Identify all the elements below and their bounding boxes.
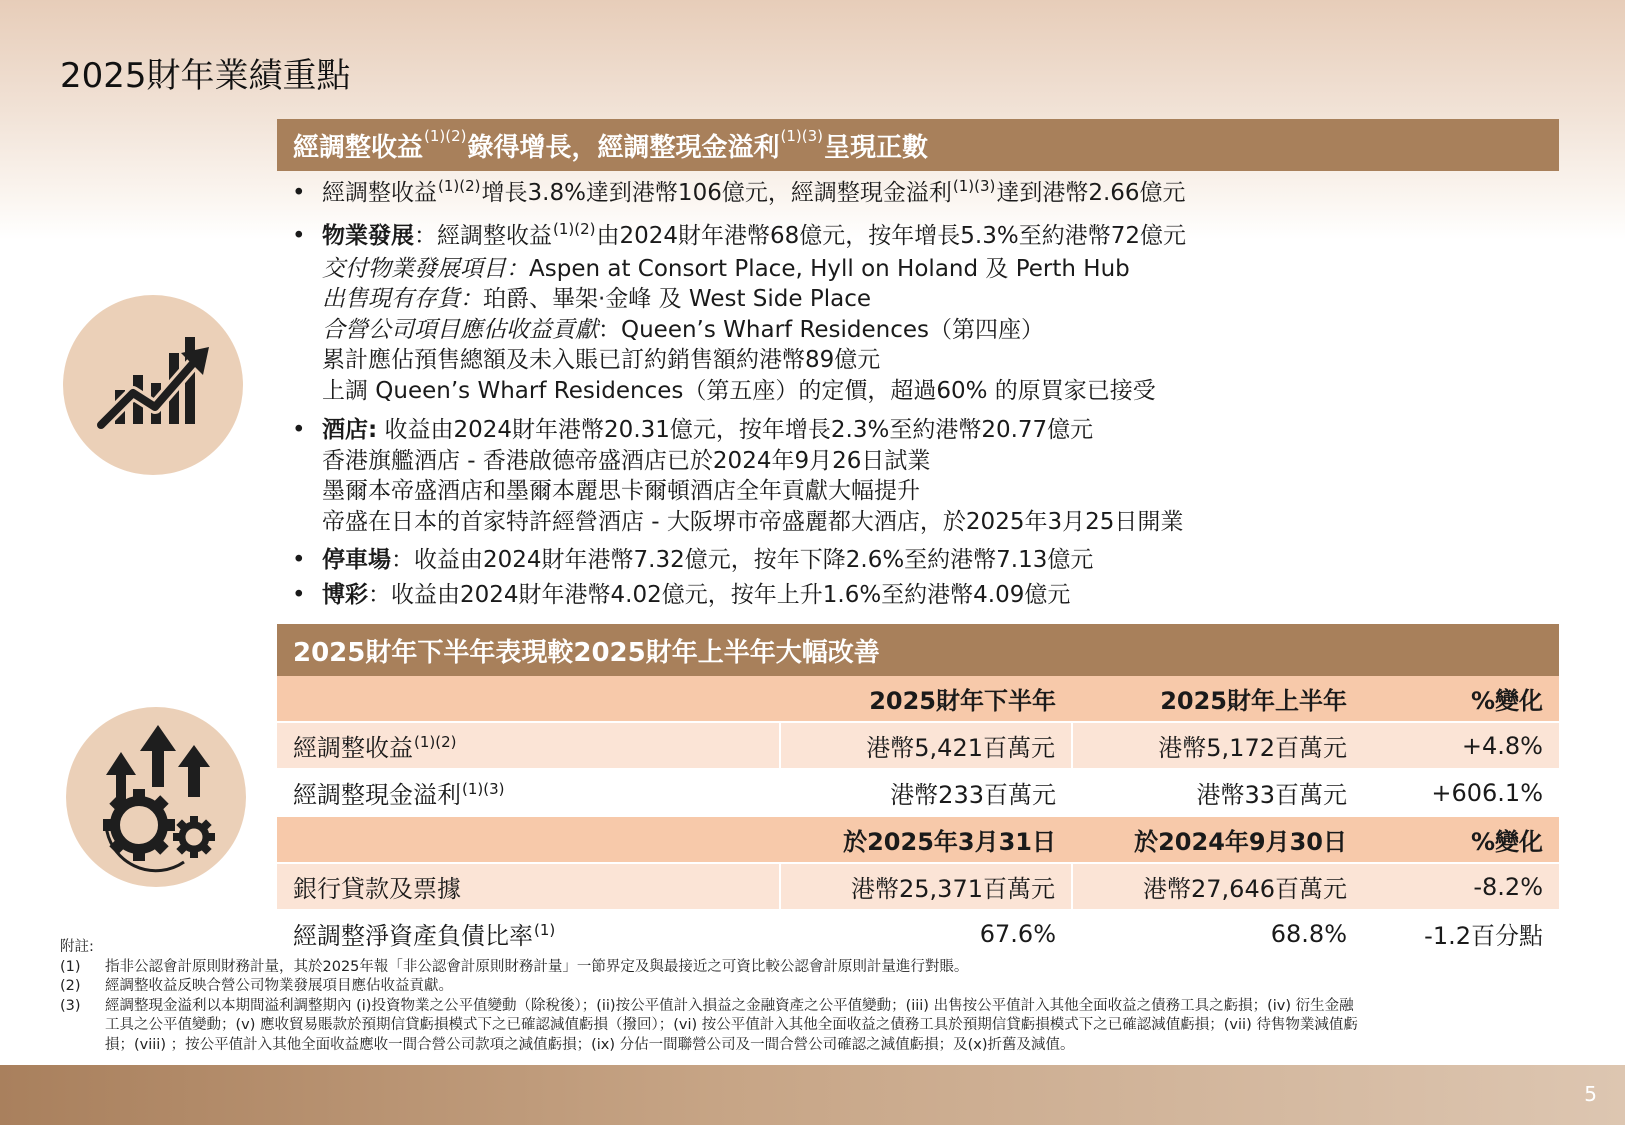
footnotes-heading: 附註: (60, 939, 94, 955)
bullet-dot: • (292, 223, 306, 249)
text: Aspen at Consort Place, Hyll on Holand 及 Perth Hub (529, 255, 1130, 282)
footnote-line: 工具之公平值變動；(v) 應收貿易賬款於預期信貸虧損模式下之已確認減值虧損（撥回）；(vi) 按公平值計入其他全面收益之債務工具於預期信貸虧損模式下之已確認減值虧損；(vii) 待售物業減值虧 (105, 1017, 1358, 1033)
footnote-text: 指非公認會計原則財務計量，其於2025年報「非公認會計原則財務計量」一節界定及與最接近之可資比較公認會計原則計量進行對賬。 (105, 958, 969, 975)
table-cell: 67.6% (780, 910, 1072, 957)
table-cell: 港幣25,371百萬元 (780, 863, 1072, 910)
footnote-number: (2) (60, 978, 81, 994)
footer-bar (0, 1065, 1625, 1125)
footnote-ref: (1)(2) (424, 127, 467, 145)
footnote-item (60, 997, 1560, 1056)
label-text: 經調整現金溢利 (293, 781, 461, 809)
gears-arrows-icon (66, 707, 246, 887)
footnote-item (60, 977, 1560, 997)
growth-chart-icon (63, 295, 243, 475)
table-header-cell: %變化 (1363, 676, 1559, 722)
table-header-cell: %變化 (1363, 816, 1559, 863)
table-cell: +4.8% (1363, 722, 1559, 769)
table-header-cell: 2025財年上半年 (1072, 676, 1363, 722)
bullet-gaming (292, 580, 1542, 611)
row-label (277, 769, 780, 816)
banner-text: 經調整收益 (293, 132, 424, 163)
footnote-ref: (1)(2) (438, 177, 481, 195)
table-cell: 港幣33百萬元 (1072, 769, 1363, 816)
table-cell: -1.2百分點 (1363, 910, 1559, 957)
text: 增長3.8%達到港幣106億元，經調整現金溢利 (481, 180, 952, 206)
footnote-ref: (1)(2) (553, 220, 596, 238)
footnote-item (60, 958, 1560, 978)
bullet-heading: 物業發展 (322, 223, 414, 249)
table-row (277, 863, 1559, 910)
text: 香港旗艦酒店 - 香港啟德帝盛酒店已於2024年9月26日試業 (322, 447, 931, 474)
banner-text: 2025財年下半年表現較2025財年上半年大幅改善 (293, 637, 880, 668)
text: 帝盛在日本的首家特許經營酒店 - 大阪堺市帝盛麗都大酒店，於2025年3月25日開業 (322, 508, 1184, 535)
footnote-number: (1) (60, 958, 81, 975)
table-cell: 港幣233百萬元 (780, 769, 1072, 816)
table-row (277, 722, 1559, 769)
footnote-text (105, 997, 1560, 1056)
banner-text: 錄得增長，經調整現金溢利 (467, 132, 780, 163)
text: 上調 Queen’s Wharf Residences（第五座）的定價，超過60% 的原買家已接受 (322, 377, 1156, 404)
text: 珀爵、畢架·金峰 及 West Side Place (483, 286, 871, 312)
table-row (277, 769, 1559, 816)
bullet-heading: 停車場 (322, 547, 391, 573)
bullet-dot: • (292, 417, 306, 443)
section-banner-improvement (277, 624, 1559, 676)
text: ：收益由2024財年港幣4.02億元，按年上升1.6%至約港幣4.09億元 (368, 582, 1071, 608)
table-cell: 68.8% (1072, 910, 1363, 957)
bullet-summary (292, 178, 1542, 211)
bullet-property-development (292, 221, 1542, 406)
table-cell: +606.1% (1363, 769, 1559, 816)
text: 達到港幣2.66億元 (996, 180, 1186, 206)
performance-table (277, 676, 1559, 958)
label-text: 經調整淨資產負債比率 (293, 922, 533, 950)
footnote-ref: (1)(2) (414, 733, 457, 751)
table-header-row (277, 816, 1559, 863)
banner-text: 呈現正數 (824, 132, 929, 163)
footnote-ref: (1) (534, 921, 556, 939)
table-header-cell: 2025財年下半年 (780, 676, 1072, 722)
text: ：Queen’s Wharf Residences（第四座） (598, 316, 1045, 343)
footnote-ref: (1)(3) (780, 127, 824, 145)
table-cell: -8.2% (1363, 863, 1559, 910)
italic-label: 合營公司項目應佔收益貢獻 (322, 316, 598, 343)
text: 收益由2024財年港幣20.31億元，按年增長2.3%至約港幣20.77億元 (377, 417, 1094, 443)
footnote-ref: (1)(3) (462, 780, 505, 798)
italic-label: 出售現有存貨： (322, 286, 483, 312)
footnotes (60, 938, 1560, 1055)
footnote-line: 經調整現金溢利以本期間溢利調整期內 (i)投資物業之公平值變動（除稅後）；(ii)按公平值計入損益之金融資產之公平值變動；(iii) 出售按公平值計入其他全面收益之債務工具之虧損；(iv) 衍生金融 (105, 997, 1354, 1014)
page-title: 2025財年業績重點 (60, 56, 351, 96)
section-banner-growth (277, 119, 1559, 171)
footnote-text: 經調整收益反映合營公司物業發展項目應佔收益貢獻。 (105, 978, 453, 994)
table-header-cell (277, 816, 780, 863)
bullet-car-park (292, 545, 1542, 576)
footnote-number: (3) (60, 997, 81, 1014)
page-number: 5 (1584, 1082, 1597, 1106)
table-cell: 港幣5,421百萬元 (780, 722, 1072, 769)
footnote-ref: (1)(3) (952, 177, 996, 195)
bullet-dot: • (292, 547, 306, 573)
table-header-cell: 於2025年3月31日 (780, 816, 1072, 863)
bullet-hotel (292, 415, 1542, 537)
text: 由2024財年港幣68億元，按年增長5.3%至約港幣72億元 (596, 223, 1186, 249)
text: 累計應佔預售總額及未入賬已訂約銷售額約港幣89億元 (322, 347, 881, 373)
table-cell: 港幣27,646百萬元 (1072, 863, 1363, 910)
row-label: 銀行貸款及票據 (277, 863, 780, 910)
label-text: 經調整收益 (293, 734, 413, 762)
bullet-dot: • (292, 180, 306, 206)
footnote-line: 損；(viii) ；按公平值計入其他全面收益應收一間合營公司款項之減值虧損；(ix) 分佔一間聯營公司及一間合營公司確認之減值虧損；及(x)折舊及減值。 (105, 1036, 1075, 1053)
table-cell: 港幣5,172百萬元 (1072, 722, 1363, 769)
text: ：經調整收益 (414, 223, 552, 249)
table-header-row (277, 676, 1559, 722)
bullet-heading: 酒店: (322, 417, 378, 443)
text: 墨爾本帝盛酒店和墨爾本麗思卡爾頓酒店全年貢獻大幅提升 (322, 478, 920, 504)
italic-label: 交付物業發展項目： (322, 255, 529, 282)
row-label (277, 722, 780, 769)
table-header-cell (277, 676, 780, 722)
bullet-heading: 博彩 (322, 582, 368, 608)
bullet-dot: • (292, 582, 306, 608)
text: ：收益由2024財年港幣7.32億元，按年下降2.6%至約港幣7.13億元 (391, 547, 1094, 573)
table-header-cell: 於2024年9月30日 (1072, 816, 1363, 863)
text: 經調整收益 (322, 180, 437, 206)
